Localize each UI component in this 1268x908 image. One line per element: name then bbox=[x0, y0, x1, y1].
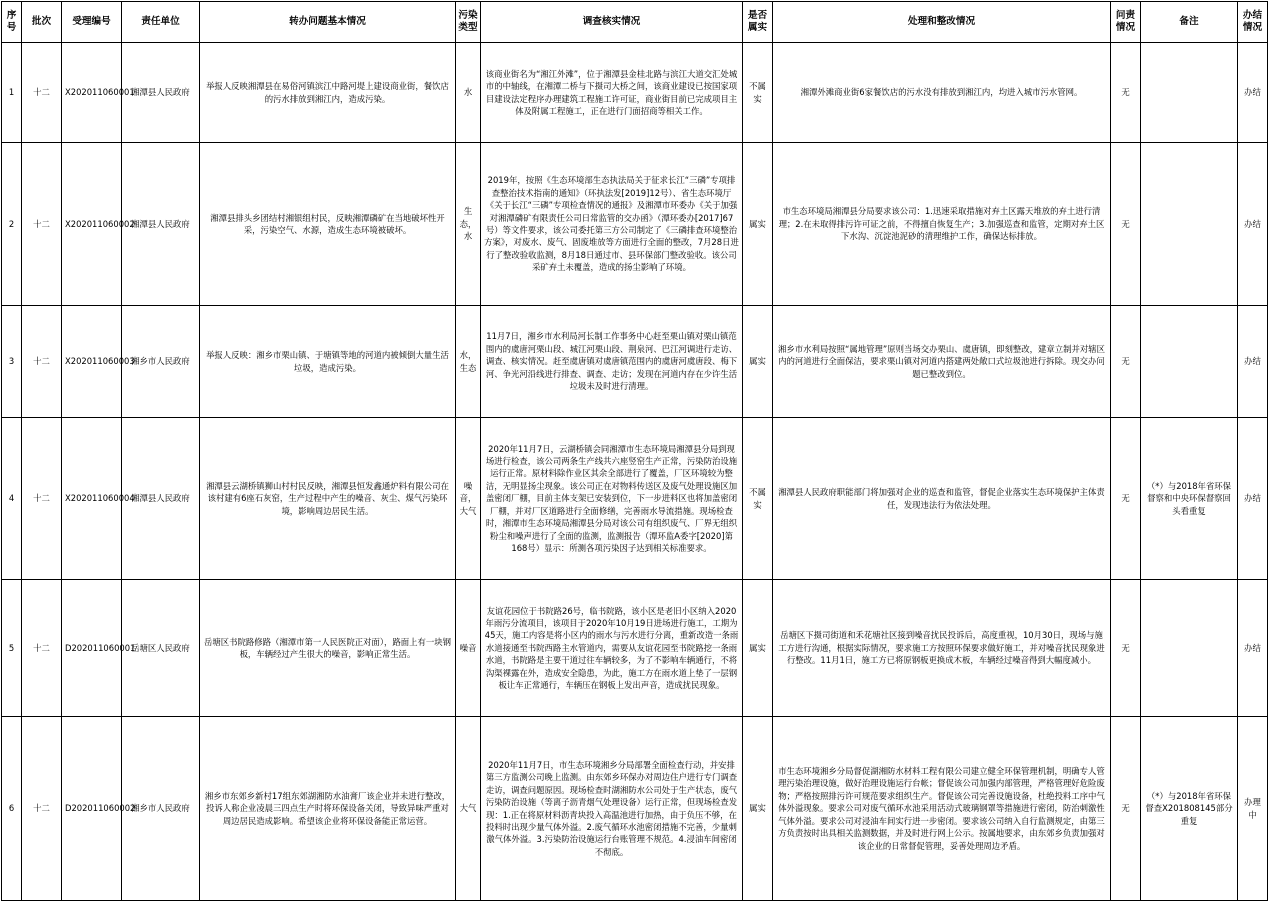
cell-handling: 湘潭县人民政府职能部门将加强对企业的巡查和监管，督促企业落实生态环境保护主体责任，发现违法行为依法处理。 bbox=[773, 418, 1111, 580]
cell-investigation: 该商业街名为“湘江外滩”，位于湘潭县金桂北路与滨江大道交汇处城市的中轴线，在湘潭二桥与下摄司大桥之间，该商业建设已按国家项目建设法定程序办理建筑工程施工许可证，商业街目前已完成项目主体及附属工程施工，正在进行门面招商等相关工作。 bbox=[481, 43, 743, 143]
header-remark: 备注 bbox=[1141, 2, 1238, 43]
cell-handling: 湘潭外滩商业街6家餐饮店的污水没有排放到湘江内，均进入城市污水管网。 bbox=[773, 43, 1111, 143]
cell-seq: 3 bbox=[2, 306, 22, 418]
cell-account: 无 bbox=[1111, 580, 1141, 717]
header-batch: 批次 bbox=[22, 2, 62, 43]
table-row bbox=[2, 306, 1268, 418]
cell-pollution: 大气 bbox=[456, 717, 481, 901]
cell-pollution: 水 bbox=[456, 43, 481, 143]
table-row bbox=[2, 418, 1268, 580]
cell-handling: 湘乡市水利局按照“属地管理”原则当场交办栗山、虞唐镇，即刻整改，建章立制并对辖区内的河道进行全面保洁，要求栗山镇对河道内搭建两处敞口式垃圾池进行拆除。现交办问题已整改到位。 bbox=[773, 306, 1111, 418]
cell-problem: 举报人反映湘潭县在易俗河镇滨江中路河堤上建设商业街，餐饮店的污水排放到湘江内，造成污染。 bbox=[200, 43, 456, 143]
cell-pollution: 水，生态 bbox=[456, 306, 481, 418]
header-problem: 转办问题基本情况 bbox=[200, 2, 456, 43]
cell-batch: 十二 bbox=[22, 143, 62, 306]
cell-problem: 湘潭县云湖桥镇狮山村村民反映，湘潭县恒发鑫通炉料有限公司在该村建有6座石灰窑，生产过程中产生的噪音、灰尘、煤气污染环境，影响周边居民生活。 bbox=[200, 418, 456, 580]
cell-batch: 十二 bbox=[22, 717, 62, 901]
cell-status: 办结 bbox=[1238, 580, 1268, 717]
cell-true: 属实 bbox=[743, 580, 773, 717]
cell-unit: 湘潭县人民政府 bbox=[122, 43, 200, 143]
cell-status: 办结 bbox=[1238, 418, 1268, 580]
cell-problem: 举报人反映：湘乡市栗山镇、于塘镇等地的河道内被倾倒大量生活垃圾，造成污染。 bbox=[200, 306, 456, 418]
header-seq: 序号 bbox=[2, 2, 22, 43]
table-row bbox=[2, 580, 1268, 717]
cell-true: 不属实 bbox=[743, 418, 773, 580]
table-row bbox=[2, 717, 1268, 901]
cell-investigation: 2020年11月7日，市生态环境湘乡分局部署全面检查行动，并安排第三方监测公司晚上监测。由东郊乡环保办对周边住户进行专门调查走访，调查问题原因。现场检查时湖湘防水公司处于生产状态，废气污染防治设施（等离子沥青烟气处理设备）运行正常，但现场检查发现：1.正在将原材料沥青块投入高温池进行加热，由于负压不够，在投料时出现少量气体外溢。2.废气循环水池密闭措施不完善，少量刺激气体外溢。3.污染防治设施运行台账管理不规范。4.浸油车间密闭不彻底。 bbox=[481, 717, 743, 901]
cell-problem: 湘乡市东郊乡新村17组东郊湖湘防水油膏厂该企业并未进行整改，投诉人称企业凌晨三四点生产时将环保设备关闭，导致异味严重对周边居民造成影响。希望该企业将环保设备能正常运营。 bbox=[200, 717, 456, 901]
cell-unit: 湘乡市人民政府 bbox=[122, 717, 200, 901]
cell-remark bbox=[1141, 306, 1238, 418]
cell-status: 办结 bbox=[1238, 143, 1268, 306]
cell-true: 不属实 bbox=[743, 43, 773, 143]
cell-code: X202011060004 bbox=[62, 418, 122, 580]
cell-batch: 十二 bbox=[22, 580, 62, 717]
cell-code: X202011060001 bbox=[62, 43, 122, 143]
cell-status: 办理中 bbox=[1238, 717, 1268, 901]
cell-true: 属实 bbox=[743, 306, 773, 418]
cell-status: 办结 bbox=[1238, 306, 1268, 418]
cell-seq: 5 bbox=[2, 580, 22, 717]
header-account: 问责情况 bbox=[1111, 2, 1141, 43]
table-row bbox=[2, 143, 1268, 306]
header-investigation: 调查核实情况 bbox=[481, 2, 743, 43]
header-handling: 处理和整改情况 bbox=[773, 2, 1111, 43]
cell-unit: 岳塘区人民政府 bbox=[122, 580, 200, 717]
cell-true: 属实 bbox=[743, 143, 773, 306]
cell-problem: 湘潭县排头乡团结村湘银组村民，反映湘潭磷矿在当地破坏性开采，污染空气、水源，造成生态环境被破坏。 bbox=[200, 143, 456, 306]
header-row bbox=[2, 2, 1268, 43]
cell-remark: （*）与2018年省环保督查X201808145部分重复 bbox=[1141, 717, 1238, 901]
cell-unit: 湘乡市人民政府 bbox=[122, 306, 200, 418]
cell-account: 无 bbox=[1111, 418, 1141, 580]
cell-investigation: 2020年11月7日，云湖桥镇会同湘潭市生态环境局湘潭县分局到现场进行检查，该公司两条生产线共六座竖窑生产正常，污染防治设施运行正常。原材料除作业区其余全部进行了覆盖，厂区环境较为整洁，无明显扬尘现象。该公司正在对物料传送区及废气处理设施区加盖密闭厂棚，目前主体支架已安装到位，下一步进料区也将加盖密闭厂棚，并对厂区道路进行全面修缮，完善雨水导流措施。现场检查时，湘潭市生态环境局湘潭县分局对该公司有组织废气、厂界无组织粉尘和噪声进行了全面的监测，监测报告（潭环监A委字[2020]第168号）显示：所测各项污染因子达到相关标准要求。 bbox=[481, 418, 743, 580]
cell-unit: 湘潭县人民政府 bbox=[122, 143, 200, 306]
cell-handling: 岳塘区下摄司街道和禾花塘社区接到噪音扰民投诉后，高度重视，10月30日，现场与施工方进行沟通，根据实际情况，要求施工方按照环保要求做好施工，并对噪音扰民现象进行整改。11月1日，施工方已将原钢板更换成木板，车辆经过噪音得到大幅度减小。 bbox=[773, 580, 1111, 717]
cell-true: 属实 bbox=[743, 717, 773, 901]
cell-seq: 4 bbox=[2, 418, 22, 580]
cell-batch: 十二 bbox=[22, 43, 62, 143]
cell-account: 无 bbox=[1111, 43, 1141, 143]
cell-remark: （*）与2018年省环保督察和中央环保督察回头看重复 bbox=[1141, 418, 1238, 580]
cell-investigation: 友谊花园位于书院路26号，临书院路，该小区是老旧小区纳入2020年雨污分流项目，该项目于2020年10月19日进场进行施工，工期为45天，施工内容是将小区内的雨水与污水进行分离，重新改造一条雨水道接通至书院西路主水管道内，需要从友谊花园至书院路挖一条雨水道，书院路是主要干道过往车辆较多，为了不影响车辆通行，不将沟渠裸露在外，造成安全隐患，为此，施工方在雨水道上垫了一层钢板让车正常通行，车辆压在钢板上发出声音，造成扰民现象。 bbox=[481, 580, 743, 717]
cell-account: 无 bbox=[1111, 717, 1141, 901]
cell-pollution: 生态，水 bbox=[456, 143, 481, 306]
cell-seq: 2 bbox=[2, 143, 22, 306]
header-code: 受理编号 bbox=[62, 2, 122, 43]
cell-code: X202011060003 bbox=[62, 306, 122, 418]
cell-code: X202011060002 bbox=[62, 143, 122, 306]
cell-remark bbox=[1141, 580, 1238, 717]
cell-handling: 市生态环境局湘潭县分局要求该公司：1.迅速采取措施对弃土区露天堆放的弃土进行清理；2.在未取得排污许可证之前，不得擅自恢复生产；3.加强巡查和监管，定期对弃土区下水沟、沉淀池泥砂的清理维护工作，确保达标排放。 bbox=[773, 143, 1111, 306]
cell-status: 办结 bbox=[1238, 43, 1268, 143]
cell-investigation: 2019年，按照《生态环境部生态执法局关于征求长江“三磷”专项排查整治技术指南的通知》（环执法发[2019]12号）、省生态环境厅《关于长江“三磷”专项检查情况的通报》及湘潭市环委办《关于加强对湘潭磷矿有限责任公司日常监管的交办函》（潭环委办[2017]67号）等文件要求，该公司委托第三方公司制定了《三磷排查环境整治方案》，对废水、废气、固废堆放等方面进行全面的整改，7月28日进行了整改验收监测，8月18日通过市、县环保部门整改验收。该公司采矿弃土未覆盖，造成的扬尘影响了环境。 bbox=[481, 143, 743, 306]
cell-seq: 6 bbox=[2, 717, 22, 901]
cell-account: 无 bbox=[1111, 306, 1141, 418]
cell-pollution: 噪音，大气 bbox=[456, 418, 481, 580]
header-unit: 责任单位 bbox=[122, 2, 200, 43]
report-table bbox=[1, 1, 1268, 901]
cell-seq: 1 bbox=[2, 43, 22, 143]
header-true: 是否属实 bbox=[743, 2, 773, 43]
cell-code: D202011060002 bbox=[62, 717, 122, 901]
cell-remark bbox=[1141, 143, 1238, 306]
cell-handling: 市生态环境湘乡分局督促湖湘防水材料工程有限公司建立健全环保管理机制，明确专人管理污染治理设施，做好治理设施运行台帐；督促该公司加强内部管理，严格管理好危险废物；严格按照排污许可规范要求组织生产。督促该公司完善设施设备，杜绝投料工序中气体外溢现象。要求公司对废气循环水池采用活动式玻璃钢罩等措施进行密闭，防治刺激性气体外溢。要求公司对浸油车间实行进一步密闭。要求该公司纳入自行监测规定，由第三方负责按时出具相关监测数据，并及时进行网上公示。按属地要求，由东郊乡负责加强对该企业的日常督促管理，妥善处理周边矛盾。 bbox=[773, 717, 1111, 901]
cell-unit: 湘潭县人民政府 bbox=[122, 418, 200, 580]
table-row bbox=[2, 43, 1268, 143]
cell-remark bbox=[1141, 43, 1238, 143]
cell-problem: 岳塘区书院路修路（湘潭市第一人民医院正对面），路面上有一块钢板，车辆经过产生很大的噪音，影响正常生活。 bbox=[200, 580, 456, 717]
cell-investigation: 11月7日，湘乡市水利局河长制工作事务中心赶至栗山镇对栗山镇范围内的虞唐河栗山段、城江河栗山段、荆泉河、巴江河调进行走访、调查、核实情况。赶至虞唐镇对虞唐镇范围内的虞唐河虞唐段、梅下河、争光河沿线进行排查、调查、走访；发现在河道内存在少许生活垃圾未及时进行清理。 bbox=[481, 306, 743, 418]
cell-batch: 十二 bbox=[22, 306, 62, 418]
cell-batch: 十二 bbox=[22, 418, 62, 580]
cell-pollution: 噪音 bbox=[456, 580, 481, 717]
header-status: 办结情况 bbox=[1238, 2, 1268, 43]
cell-account: 无 bbox=[1111, 143, 1141, 306]
cell-code: D202011060001 bbox=[62, 580, 122, 717]
header-pollution: 污染类型 bbox=[456, 2, 481, 43]
